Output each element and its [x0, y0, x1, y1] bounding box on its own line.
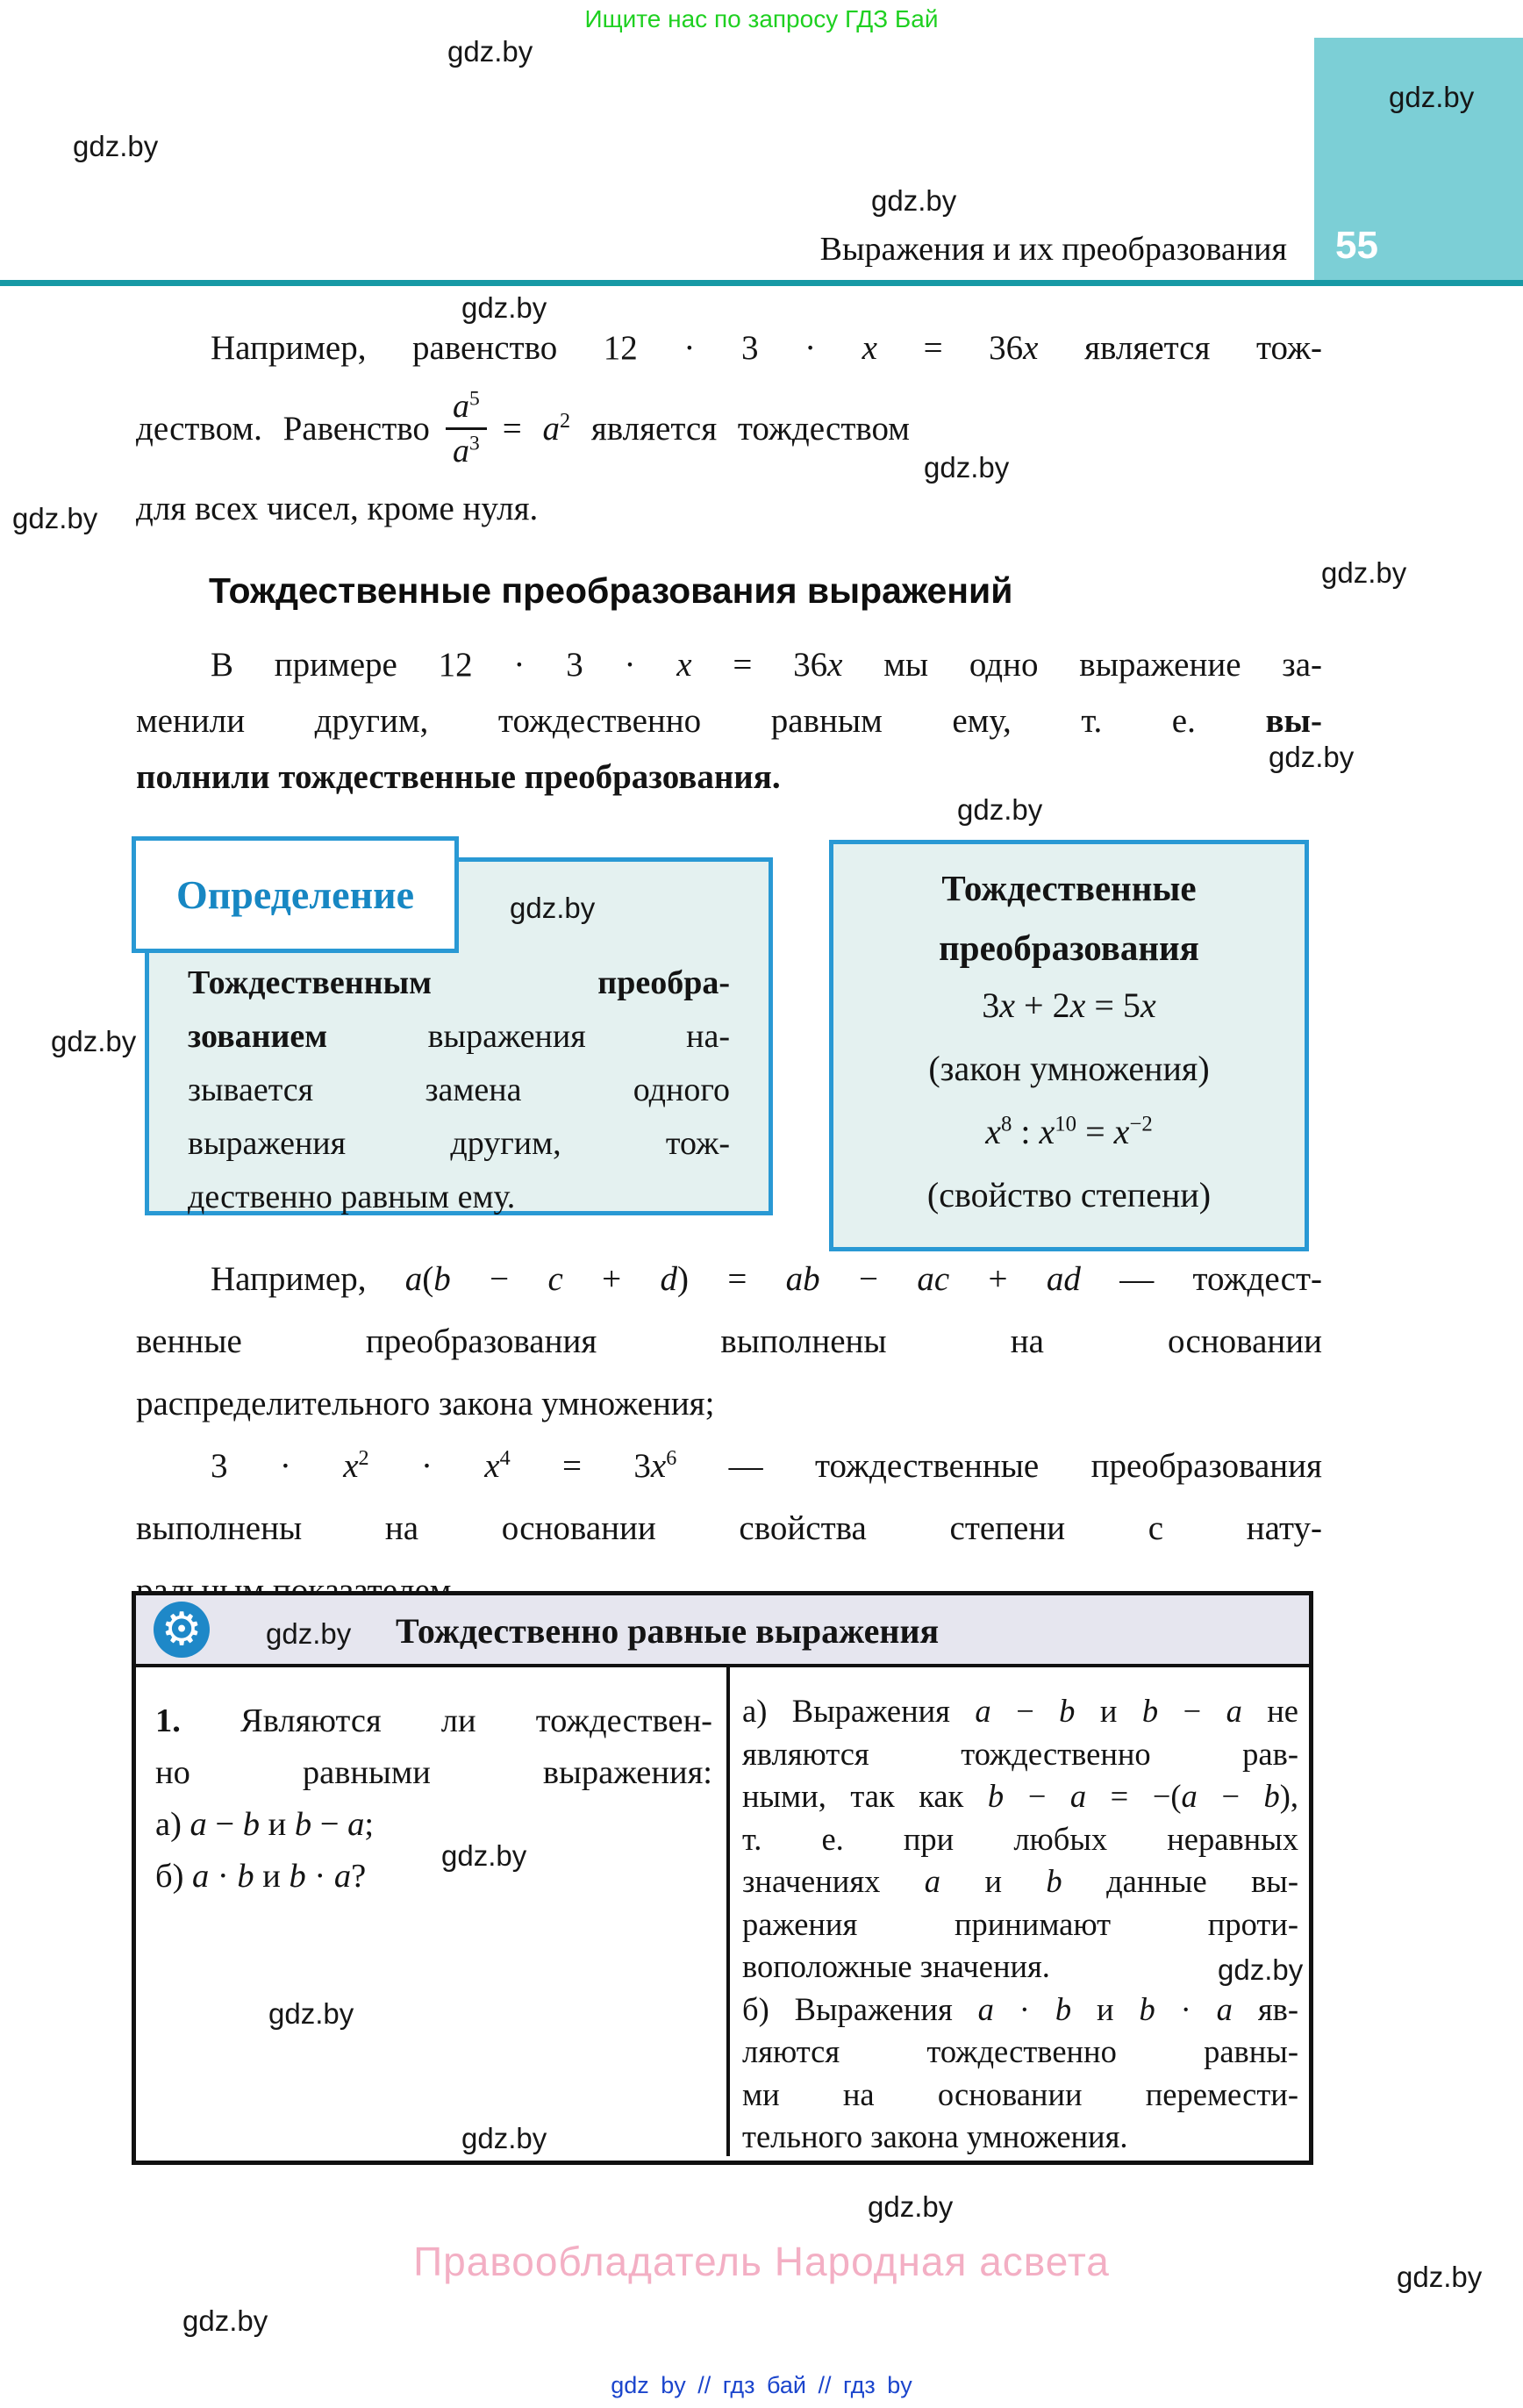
text-line: а) Выражения a − b и b − a не — [742, 1693, 1298, 1729]
fraction-a5-over-a3 — [446, 387, 487, 470]
footer-links[interactable]: gdz by // гдз бай // гдз by — [611, 2372, 912, 2398]
text-line: В примере 12 · 3 · x = 36x мы одно выражение за- — [211, 646, 1322, 684]
text-line: выражения другим, тож- — [188, 1125, 730, 1162]
text-line: выполнены на основании свойства степени с нату- — [136, 1509, 1322, 1547]
text-line: менили другим, тождественно равным ему, т. е. вы- — [136, 702, 1322, 740]
watermark: gdz.by — [447, 35, 533, 68]
gear-icon — [154, 1602, 210, 1658]
watermark: gdz.by — [868, 2190, 954, 2223]
text-line: ми на основании перемести- — [742, 2075, 1298, 2112]
definition-label-tab — [132, 836, 459, 953]
watermark: gdz.by — [73, 130, 159, 162]
task-table-body — [136, 1667, 1309, 2156]
paragraph-distributive-example — [136, 1248, 1322, 1622]
watermark: gdz.by — [266, 1617, 352, 1650]
example-box-title: преобразования — [939, 928, 1199, 968]
watermark: gdz.by — [871, 184, 957, 217]
equation-note: (закон умножения) — [928, 1049, 1210, 1088]
example-box — [829, 840, 1309, 1251]
watermark: gdz.by — [957, 793, 1043, 826]
watermark: gdz.by — [1389, 81, 1475, 113]
watermark: gdz.by — [1321, 556, 1407, 589]
text-line: $3 \cdot x^2 \cdot x^4 = 3x^6$ — тождественные преобразования — [211, 1446, 1322, 1485]
fraction-numerator: $a^5$ — [446, 387, 487, 430]
equation: 3x + 2x = 5x — [982, 985, 1156, 1025]
text-line: воположные значения. — [742, 1948, 1050, 1984]
text-line: б) a · b и b · a? — [155, 1858, 367, 1895]
watermark: gdz.by — [182, 2304, 268, 2337]
watermark: gdz.by — [1218, 1953, 1304, 1986]
watermark: gdz.by — [268, 1997, 354, 2030]
text-line: Например, равенство 12 · 3 · x = 36x является тож- — [211, 329, 1322, 367]
text-line: ляются тождественно равны- — [742, 2033, 1298, 2069]
task-question-cell — [136, 1667, 730, 2156]
chapter-title: Выражения и их преобразования — [819, 231, 1287, 268]
fraction-denominator: $a^3$ — [452, 431, 480, 469]
text-line: б) Выражения a · b и b · a яв- — [742, 1990, 1299, 2027]
page-number: 55 — [1335, 224, 1378, 267]
text-line: зывается замена одного — [188, 1071, 730, 1108]
task-table — [132, 1591, 1313, 2165]
text-line: а) a − b и b − a; — [155, 1806, 375, 1843]
promo-banner: Ищите нас по запросу ГДЗ Бай — [584, 5, 939, 32]
text-line: ными, так как b − a = −(a − b), — [742, 1778, 1298, 1814]
text-segment: = $a^2$ является тождеством — [502, 408, 910, 448]
text-line: дественно равным ему. — [188, 1179, 516, 1215]
text-line: венные преобразования выполнены на основании — [136, 1322, 1322, 1360]
watermark: gdz.by — [1397, 2261, 1483, 2293]
watermark: gdz.by — [461, 291, 547, 324]
text-line: но равными выражения: — [155, 1754, 712, 1791]
text-line: тельного закона умножения. — [742, 2118, 1128, 2154]
text-line: ражения принимают проти- — [742, 1905, 1298, 1942]
text-line: значениях a и b данные вы- — [742, 1863, 1298, 1899]
text-line: Например, a(b − c + d) = ab − ac + ad — тождест- — [211, 1260, 1322, 1298]
watermark: gdz.by — [924, 451, 1010, 484]
watermark: gdz.by — [1269, 741, 1355, 773]
watermark: gdz.by — [12, 502, 98, 534]
watermark: gdz.by — [510, 892, 596, 924]
definition-label: Определение — [175, 872, 414, 917]
text-line-with-fraction — [136, 373, 1322, 484]
text-segment: деством. Равенство — [136, 409, 430, 448]
page-number-block — [1314, 38, 1523, 280]
copyright-notice: Правообладатель Народная асвета — [413, 2239, 1110, 2284]
watermark: gdz.by — [461, 2122, 547, 2154]
text-line: для всех чисел, кроме нуля. — [136, 490, 539, 527]
text-line: Тождественным преобра- — [188, 964, 730, 1001]
text-line: 1. Являются ли тождествен- — [155, 1702, 712, 1739]
paragraph-identity-example — [136, 323, 1322, 534]
text-line: полнили тождественные преобразования. — [136, 758, 781, 796]
example-box-title: Тождественные — [941, 868, 1197, 908]
text-line: т. е. при любых неравных — [742, 1820, 1298, 1857]
equation-note: (свойство степени) — [926, 1175, 1212, 1215]
watermark: gdz.by — [441, 1839, 527, 1872]
text-line: распределительного закона умножения; — [136, 1385, 715, 1423]
definition-text — [188, 957, 730, 1224]
gear-glyph: ⚙ — [161, 1603, 203, 1656]
paragraph-identity-transform — [136, 637, 1322, 806]
section-heading: Тождественные преобразования выражений — [209, 570, 1013, 611]
task-answer-cell — [730, 1667, 1309, 2156]
text-line: являются тождественно рав- — [742, 1735, 1298, 1772]
equation: $x^8$ : $x^{10} = x^{-2}$ — [985, 1112, 1153, 1151]
text-line: зованием выражения на- — [188, 1018, 730, 1055]
watermark: gdz.by — [51, 1025, 137, 1057]
task-table-title: Тождественно равные выражения — [396, 1611, 940, 1651]
header-rule — [0, 280, 1523, 286]
